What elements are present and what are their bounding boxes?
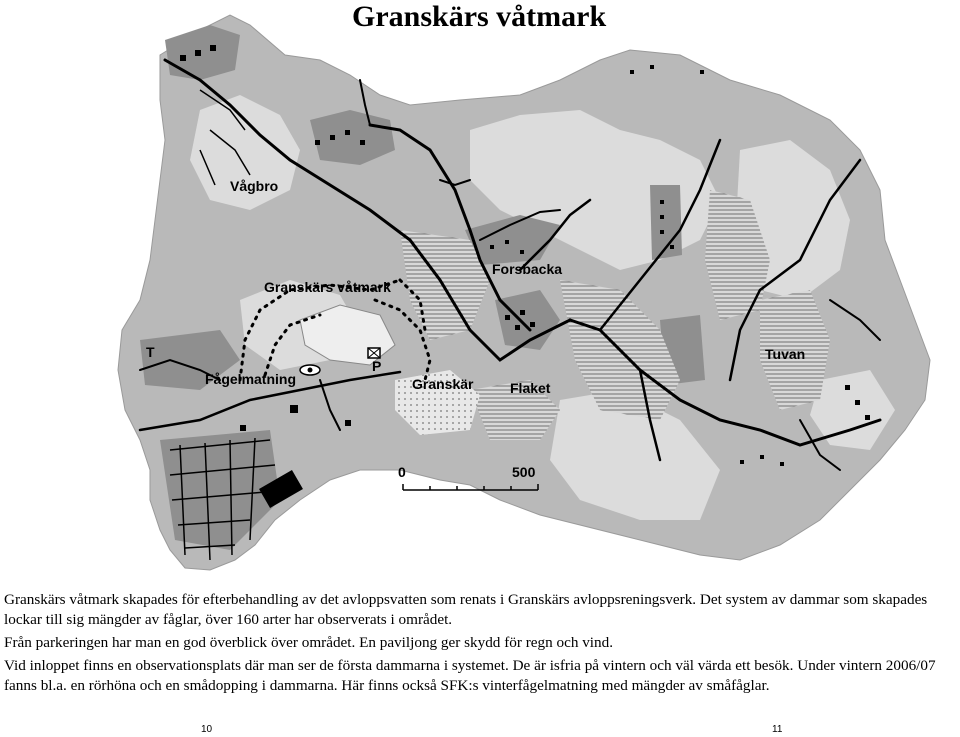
place-label-flaket: Flaket — [510, 380, 551, 396]
description-text — [4, 590, 956, 699]
place-label-fagelmatning: Fågelmatning — [205, 371, 297, 387]
parking-label: P — [372, 358, 382, 374]
page-title: Granskärs våtmark — [352, 0, 607, 33]
observation-symbol — [300, 365, 320, 375]
scale-label-end: 500 — [512, 464, 536, 480]
scale-label-start: 0 — [398, 464, 406, 480]
place-label-granskars-vatmark: Granskärs våtmark — [264, 279, 391, 295]
place-label-t: T — [146, 344, 155, 360]
dark-region — [165, 25, 240, 80]
page-number-right: 11 — [772, 724, 783, 735]
page-number-left: 10 — [201, 724, 213, 735]
place-label-tuvan: Tuvan — [765, 346, 806, 362]
place-label-vagbro: Vågbro — [230, 178, 279, 194]
paragraph: Från parkeringen har man en god överblick över området. En paviljong ger skydd för regn och vind. — [4, 634, 614, 651]
place-label-granskar: Granskär — [412, 376, 474, 392]
pavilion-symbol — [368, 348, 380, 358]
paragraph: Granskärs våtmark skapades för efterbehandling av det avloppsvatten som renats i Granskärs avloppsreningsverk. Det system av dammar som skapades lockar till sig mängder av fåglar, över 160 arter har observerats i området. — [4, 591, 928, 628]
place-label-forsbacka: Forsbacka — [492, 261, 563, 277]
paragraph: Vid inloppet finns en observationsplats där man ser de första dammarna i systemet. De är isfria på vintern och väl värda ett besök. Under vintern 2006/07 fanns bl.a. en rörhöna och en smådopping i dammarna. Här finns också SFK:s vinterfågelmatning med mängder av småfåglar. — [4, 657, 936, 694]
